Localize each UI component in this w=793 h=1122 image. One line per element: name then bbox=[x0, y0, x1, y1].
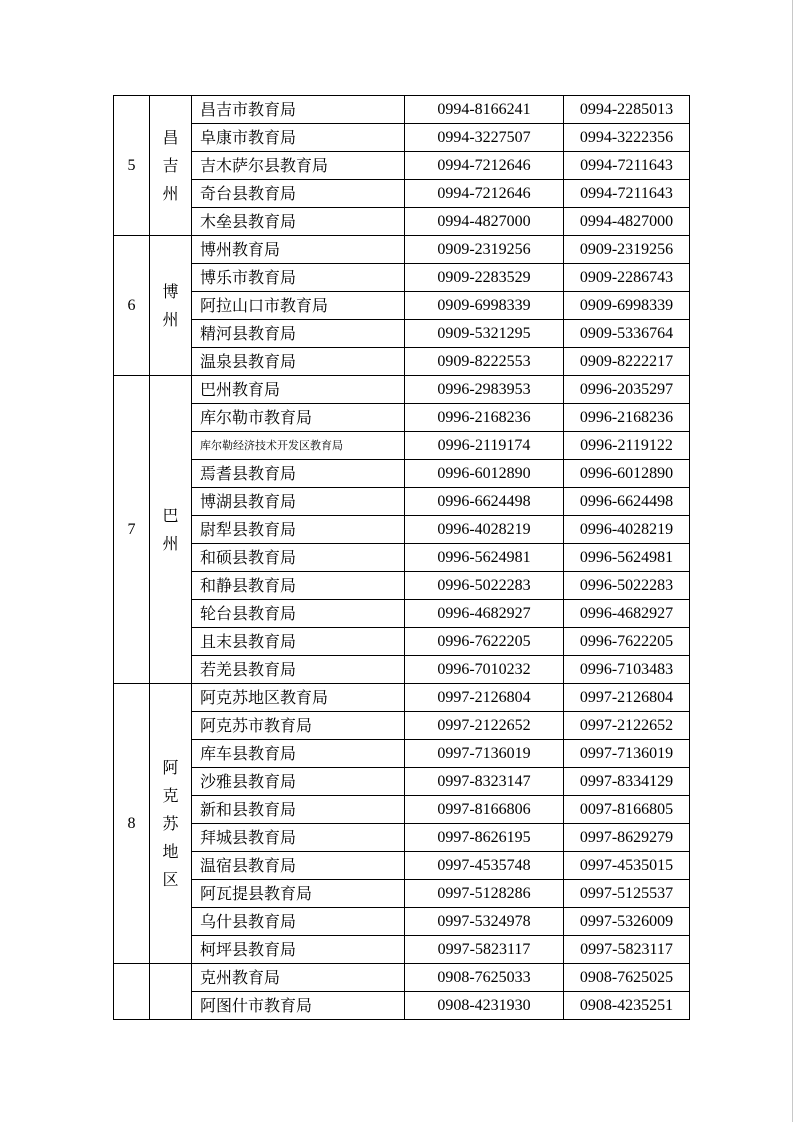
bureau-name: 阿克苏市教育局 bbox=[192, 712, 405, 740]
bureau-name: 柯坪县教育局 bbox=[192, 936, 405, 964]
region-cell bbox=[150, 236, 192, 376]
phone-number: 0994-7212646 bbox=[405, 152, 564, 180]
table-row bbox=[114, 684, 690, 712]
table-row bbox=[114, 824, 690, 852]
bureau-name: 库尔勒经济技术开发区教育局 bbox=[192, 432, 405, 460]
table-row bbox=[114, 292, 690, 320]
table-row bbox=[114, 432, 690, 460]
phone-number: 0909-2283529 bbox=[405, 264, 564, 292]
group-number bbox=[114, 964, 150, 1020]
fax-number: 0996-4682927 bbox=[564, 600, 690, 628]
region-cell bbox=[150, 964, 192, 1020]
bureau-name: 温宿县教育局 bbox=[192, 852, 405, 880]
table-row bbox=[114, 124, 690, 152]
region-cell bbox=[150, 684, 192, 964]
fax-number: 0909-2286743 bbox=[564, 264, 690, 292]
phone-number: 0996-4028219 bbox=[405, 516, 564, 544]
table-row bbox=[114, 880, 690, 908]
fax-number: 0909-8222217 bbox=[564, 348, 690, 376]
phone-number: 0997-5324978 bbox=[405, 908, 564, 936]
group-number: 5 bbox=[114, 96, 150, 236]
phone-number: 0909-2319256 bbox=[405, 236, 564, 264]
bureau-name: 阜康市教育局 bbox=[192, 124, 405, 152]
fax-number: 0997-5326009 bbox=[564, 908, 690, 936]
fax-number: 0997-8334129 bbox=[564, 768, 690, 796]
bureau-name: 阿拉山口市教育局 bbox=[192, 292, 405, 320]
table-row bbox=[114, 600, 690, 628]
phone-number: 0997-4535748 bbox=[405, 852, 564, 880]
region-name: 博州 bbox=[162, 281, 179, 329]
table-row bbox=[114, 712, 690, 740]
bureau-name: 新和县教育局 bbox=[192, 796, 405, 824]
table-row bbox=[114, 404, 690, 432]
phone-number: 0997-8626195 bbox=[405, 824, 564, 852]
phone-number: 0997-8166806 bbox=[405, 796, 564, 824]
fax-number: 0994-2285013 bbox=[564, 96, 690, 124]
bureau-name: 温泉县教育局 bbox=[192, 348, 405, 376]
table-row bbox=[114, 796, 690, 824]
table-row bbox=[114, 656, 690, 684]
bureau-name: 若羌县教育局 bbox=[192, 656, 405, 684]
phone-number: 0908-7625033 bbox=[405, 964, 564, 992]
region-name: 巴州 bbox=[162, 505, 179, 553]
fax-number: 0996-4028219 bbox=[564, 516, 690, 544]
bureau-name: 和硕县教育局 bbox=[192, 544, 405, 572]
bureau-name: 乌什县教育局 bbox=[192, 908, 405, 936]
phone-number: 0996-2983953 bbox=[405, 376, 564, 404]
table-row bbox=[114, 628, 690, 656]
phone-number: 0997-7136019 bbox=[405, 740, 564, 768]
table-row bbox=[114, 908, 690, 936]
group-number: 7 bbox=[114, 376, 150, 684]
table-row bbox=[114, 740, 690, 768]
fax-number: 0997-8629279 bbox=[564, 824, 690, 852]
fax-number: 0908-4235251 bbox=[564, 992, 690, 1020]
fax-number: 0996-6012890 bbox=[564, 460, 690, 488]
table-row bbox=[114, 236, 690, 264]
bureau-name: 博乐市教育局 bbox=[192, 264, 405, 292]
bureau-name: 精河县教育局 bbox=[192, 320, 405, 348]
phone-number: 0997-8323147 bbox=[405, 768, 564, 796]
fax-number: 0996-5624981 bbox=[564, 544, 690, 572]
region-cell bbox=[150, 96, 192, 236]
region-name: 昌吉州 bbox=[162, 127, 179, 203]
phone-number: 0996-5624981 bbox=[405, 544, 564, 572]
phone-number: 0997-2122652 bbox=[405, 712, 564, 740]
phone-number: 0994-4827000 bbox=[405, 208, 564, 236]
fax-number: 0097-8166805 bbox=[564, 796, 690, 824]
fax-number: 0996-2035297 bbox=[564, 376, 690, 404]
fax-number: 0908-7625025 bbox=[564, 964, 690, 992]
table-row bbox=[114, 488, 690, 516]
fax-number: 0994-7211643 bbox=[564, 152, 690, 180]
contact-table bbox=[113, 95, 690, 1020]
phone-number: 0994-8166241 bbox=[405, 96, 564, 124]
phone-number: 0996-2119174 bbox=[405, 432, 564, 460]
bureau-name: 博州教育局 bbox=[192, 236, 405, 264]
table-row bbox=[114, 208, 690, 236]
phone-number: 0997-5823117 bbox=[405, 936, 564, 964]
bureau-name: 巴州教育局 bbox=[192, 376, 405, 404]
bureau-name: 拜城县教育局 bbox=[192, 824, 405, 852]
fax-number: 0996-7622205 bbox=[564, 628, 690, 656]
phone-number: 0908-4231930 bbox=[405, 992, 564, 1020]
fax-number: 0909-2319256 bbox=[564, 236, 690, 264]
table-row bbox=[114, 768, 690, 796]
table-row bbox=[114, 852, 690, 880]
fax-number: 0994-7211643 bbox=[564, 180, 690, 208]
table-row bbox=[114, 96, 690, 124]
bureau-name: 昌吉市教育局 bbox=[192, 96, 405, 124]
bureau-name: 阿克苏地区教育局 bbox=[192, 684, 405, 712]
fax-number: 0997-4535015 bbox=[564, 852, 690, 880]
table-row bbox=[114, 992, 690, 1020]
table-row bbox=[114, 152, 690, 180]
phone-number: 0996-7010232 bbox=[405, 656, 564, 684]
fax-number: 0909-5336764 bbox=[564, 320, 690, 348]
bureau-name: 沙雅县教育局 bbox=[192, 768, 405, 796]
bureau-name: 阿图什市教育局 bbox=[192, 992, 405, 1020]
table-row bbox=[114, 264, 690, 292]
fax-number: 0994-4827000 bbox=[564, 208, 690, 236]
fax-number: 0996-2168236 bbox=[564, 404, 690, 432]
region-cell bbox=[150, 376, 192, 684]
fax-number: 0996-7103483 bbox=[564, 656, 690, 684]
fax-number: 0996-6624498 bbox=[564, 488, 690, 516]
phone-number: 0997-2126804 bbox=[405, 684, 564, 712]
bureau-name: 吉木萨尔县教育局 bbox=[192, 152, 405, 180]
phone-number: 0994-3227507 bbox=[405, 124, 564, 152]
bureau-name: 奇台县教育局 bbox=[192, 180, 405, 208]
phone-number: 0996-6012890 bbox=[405, 460, 564, 488]
phone-number: 0996-4682927 bbox=[405, 600, 564, 628]
bureau-name: 且末县教育局 bbox=[192, 628, 405, 656]
contact-table-body bbox=[114, 96, 690, 1020]
table-row bbox=[114, 460, 690, 488]
phone-number: 0996-2168236 bbox=[405, 404, 564, 432]
table-row bbox=[114, 376, 690, 404]
bureau-name: 库车县教育局 bbox=[192, 740, 405, 768]
table-row bbox=[114, 544, 690, 572]
group-number: 6 bbox=[114, 236, 150, 376]
bureau-name: 和静县教育局 bbox=[192, 572, 405, 600]
bureau-name: 轮台县教育局 bbox=[192, 600, 405, 628]
region-name: 阿克苏地区 bbox=[162, 757, 179, 889]
table-row bbox=[114, 516, 690, 544]
bureau-name: 焉耆县教育局 bbox=[192, 460, 405, 488]
group-number: 8 bbox=[114, 684, 150, 964]
phone-number: 0909-5321295 bbox=[405, 320, 564, 348]
table-row bbox=[114, 320, 690, 348]
phone-number: 0909-6998339 bbox=[405, 292, 564, 320]
fax-number: 0996-2119122 bbox=[564, 432, 690, 460]
fax-number: 0994-3222356 bbox=[564, 124, 690, 152]
fax-number: 0997-2126804 bbox=[564, 684, 690, 712]
fax-number: 0997-5823117 bbox=[564, 936, 690, 964]
table-row bbox=[114, 964, 690, 992]
table-row bbox=[114, 572, 690, 600]
fax-number: 0996-5022283 bbox=[564, 572, 690, 600]
phone-number: 0994-7212646 bbox=[405, 180, 564, 208]
fax-number: 0909-6998339 bbox=[564, 292, 690, 320]
bureau-name: 博湖县教育局 bbox=[192, 488, 405, 516]
bureau-name: 尉犁县教育局 bbox=[192, 516, 405, 544]
phone-number: 0996-7622205 bbox=[405, 628, 564, 656]
phone-number: 0909-8222553 bbox=[405, 348, 564, 376]
bureau-name: 库尔勒市教育局 bbox=[192, 404, 405, 432]
table-row bbox=[114, 936, 690, 964]
bureau-name: 阿瓦提县教育局 bbox=[192, 880, 405, 908]
bureau-name: 克州教育局 bbox=[192, 964, 405, 992]
fax-number: 0997-7136019 bbox=[564, 740, 690, 768]
fax-number: 0997-5125537 bbox=[564, 880, 690, 908]
table-row bbox=[114, 180, 690, 208]
phone-number: 0997-5128286 bbox=[405, 880, 564, 908]
phone-number: 0996-6624498 bbox=[405, 488, 564, 516]
fax-number: 0997-2122652 bbox=[564, 712, 690, 740]
phone-number: 0996-5022283 bbox=[405, 572, 564, 600]
bureau-name: 木垒县教育局 bbox=[192, 208, 405, 236]
table-row bbox=[114, 348, 690, 376]
